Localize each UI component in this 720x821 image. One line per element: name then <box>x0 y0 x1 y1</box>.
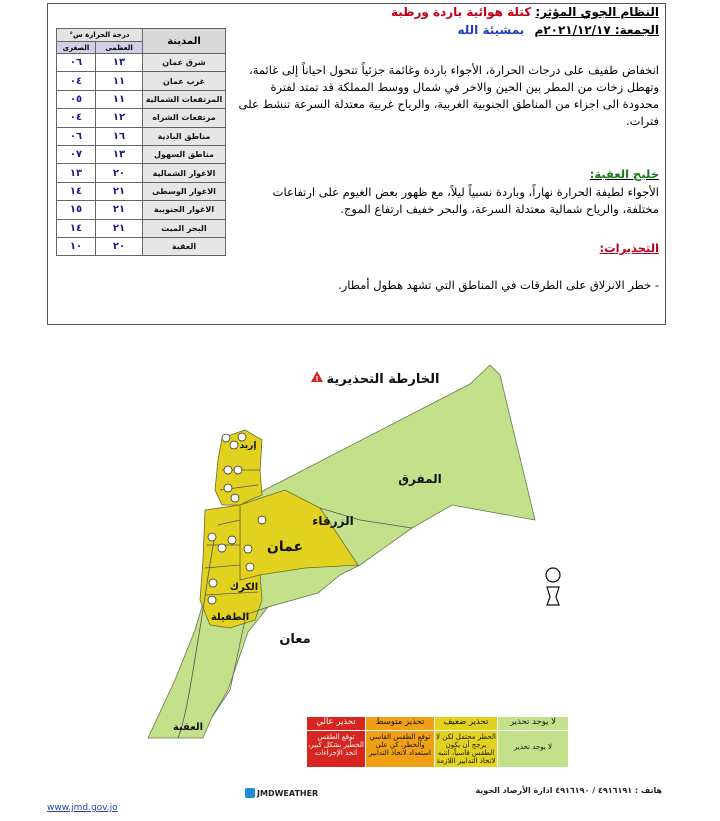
temp-min-cell: ١٤ <box>57 219 96 237</box>
compass-icon <box>546 568 560 605</box>
table-row <box>57 201 226 219</box>
temp-min-cell: ١٤ <box>57 182 96 200</box>
label-irbid: إربد <box>239 441 257 451</box>
label-mafraq: المفرق <box>398 472 442 486</box>
table-row <box>57 72 226 90</box>
temp-min-cell: ٠٦ <box>57 127 96 145</box>
temp-min-cell: ١٣ <box>57 164 96 182</box>
city-header: المدينة <box>143 29 226 54</box>
temperature-table <box>56 28 226 256</box>
temp-max-cell: ١٢ <box>96 109 143 127</box>
aqaba-paragraph: الأجواء لطيفة الحرارة نهاراً، وباردة نسبياً ليلاً، مع ظهور بعض الغيوم على ارتفاعات مختلفة، والرياح شمالية معتدلة السرعة، والبحر خفيف ارتفاع الموج. <box>272 185 659 216</box>
temp-city-cell: مرتفعات الشراه <box>143 109 226 127</box>
system-label: النظام الجوي المؤثر: <box>535 5 659 19</box>
temp-max-cell: ٢١ <box>96 201 143 219</box>
temp-max-cell: ٢٠ <box>96 164 143 182</box>
legend-medium: تحذير متوسط <box>366 717 434 730</box>
temp-max-cell: ٢٠ <box>96 237 143 255</box>
temp-city-cell: البحر الميت <box>143 219 226 237</box>
temp-city-cell: الاغوار الشمالية <box>143 164 226 182</box>
table-row <box>57 164 226 182</box>
aqaba-title: خليج العقبة: <box>589 167 659 181</box>
temp-min-cell: ١٠ <box>57 237 96 255</box>
legend-high: تحذير عالي <box>307 717 365 730</box>
table-row <box>57 127 226 145</box>
warning-map <box>0 340 720 780</box>
temp-city-cell: شرق عمان <box>143 54 226 72</box>
temp-max-cell: ١٦ <box>96 127 143 145</box>
temp-max-cell: ١١ <box>96 72 143 90</box>
temp-city-cell: الاغوار الوسطى <box>143 182 226 200</box>
temp-city-cell: غرب عمان <box>143 72 226 90</box>
temp-max-cell: ٢١ <box>96 219 143 237</box>
legend-weak-desc: الخطر محتمل لكن لا يرجح أن يكون الطقس قاسياً، انتبه لاتخاذ التدابير اللازمة <box>436 733 496 765</box>
legend-none-desc: لا يوجد تحذير <box>498 731 568 767</box>
temp-min-cell: ٠٧ <box>57 145 96 163</box>
temp-max-cell: ١٣ <box>96 54 143 72</box>
label-karak: الكرك <box>229 582 259 593</box>
temp-max-cell: ١١ <box>96 90 143 108</box>
temp-city-cell: الاغوار الجنوبية <box>143 201 226 219</box>
temp-city-cell: مناطق السهول <box>143 145 226 163</box>
svg-text:!: ! <box>315 375 319 383</box>
min-header: الصغرى <box>57 42 96 54</box>
label-maan: معان <box>279 632 311 647</box>
map-title: الخارطة التحذيرية <box>326 372 440 387</box>
temp-min-cell: ٠٦ <box>57 54 96 72</box>
date-line <box>309 23 659 37</box>
temp-city-cell: العقبة <box>143 237 226 255</box>
temp-min-cell: ٠٤ <box>57 72 96 90</box>
warning-triangle-icon <box>311 371 323 383</box>
table-row <box>57 182 226 200</box>
weather-bulletin <box>47 3 666 325</box>
table-row <box>57 109 226 127</box>
max-header: العظمى <box>96 42 143 54</box>
legend-medium-desc: توقع الطقس القاسي والخطر، كن على استعداد لاتخاذ التدابير <box>366 731 434 767</box>
temp-min-cell: ٠٤ <box>57 109 96 127</box>
table-row <box>57 54 226 72</box>
temp-min-cell: ٠٥ <box>57 90 96 108</box>
forecast-paragraph: انخفاض طفيف على درجات الحرارة، الأجواء باردة وغائمة جزئياً تتحول احياناً إلى غائمة، وتهطل زخات من المطر بين الحين والاخر في شمال ووسط المملكة قد تمتد لفترة محدودة الى اجزاء من المناطق الجنوبية الغربية، والرياح غربية معتدلة السرعة تنشط على فترات. <box>238 63 659 128</box>
label-tafila: الطفيلة <box>210 612 250 623</box>
blessing-text: بمشيئة الله <box>457 23 525 37</box>
social-handle[interactable]: JMDWEATHER <box>245 786 318 800</box>
temp-city-cell: مناطق البادية <box>143 127 226 145</box>
table-row <box>57 90 226 108</box>
temp-min-cell: ١٥ <box>57 201 96 219</box>
warnings-paragraph: - خطر الانزلاق على الطرقات في المناطق التي تشهد هطول أمطار. <box>338 278 659 292</box>
date-text: الجمعة: ٢٠٢١/١٢/١٧م <box>534 23 659 37</box>
footer-phone: هاتف : ٤٩١٦١٩١ / ٤٩١٦١٩٠ ادارة الأرصاد الجوية <box>475 786 662 795</box>
legend-weak: تحذير ضعيف <box>435 717 497 730</box>
table-row <box>57 145 226 163</box>
table-row <box>57 219 226 237</box>
social-icon <box>245 788 255 798</box>
table-row <box>57 237 226 255</box>
system-value: كتلة هوائية باردة ورطبة <box>390 5 532 19</box>
legend-none: لا يوجد تحذير <box>498 717 568 730</box>
website-link[interactable]: www.jmd.gov.jo <box>47 803 118 813</box>
temperature-header: درجة الحرارة س° <box>57 29 143 42</box>
temp-city-cell: المرتفعات الشمالية <box>143 90 226 108</box>
warnings-title: التحذيرات: <box>599 241 659 255</box>
label-zarqa: الزرقاء <box>312 514 354 528</box>
temp-max-cell: ٢١ <box>96 182 143 200</box>
legend-high-desc: توقع الطقس الخطير بشكل كبير، اتخذ الإجراءات <box>307 731 365 767</box>
label-aqaba: العقبة <box>172 722 204 733</box>
temp-max-cell: ١٣ <box>96 145 143 163</box>
label-amman: عمان <box>266 539 304 555</box>
system-line <box>309 5 659 19</box>
